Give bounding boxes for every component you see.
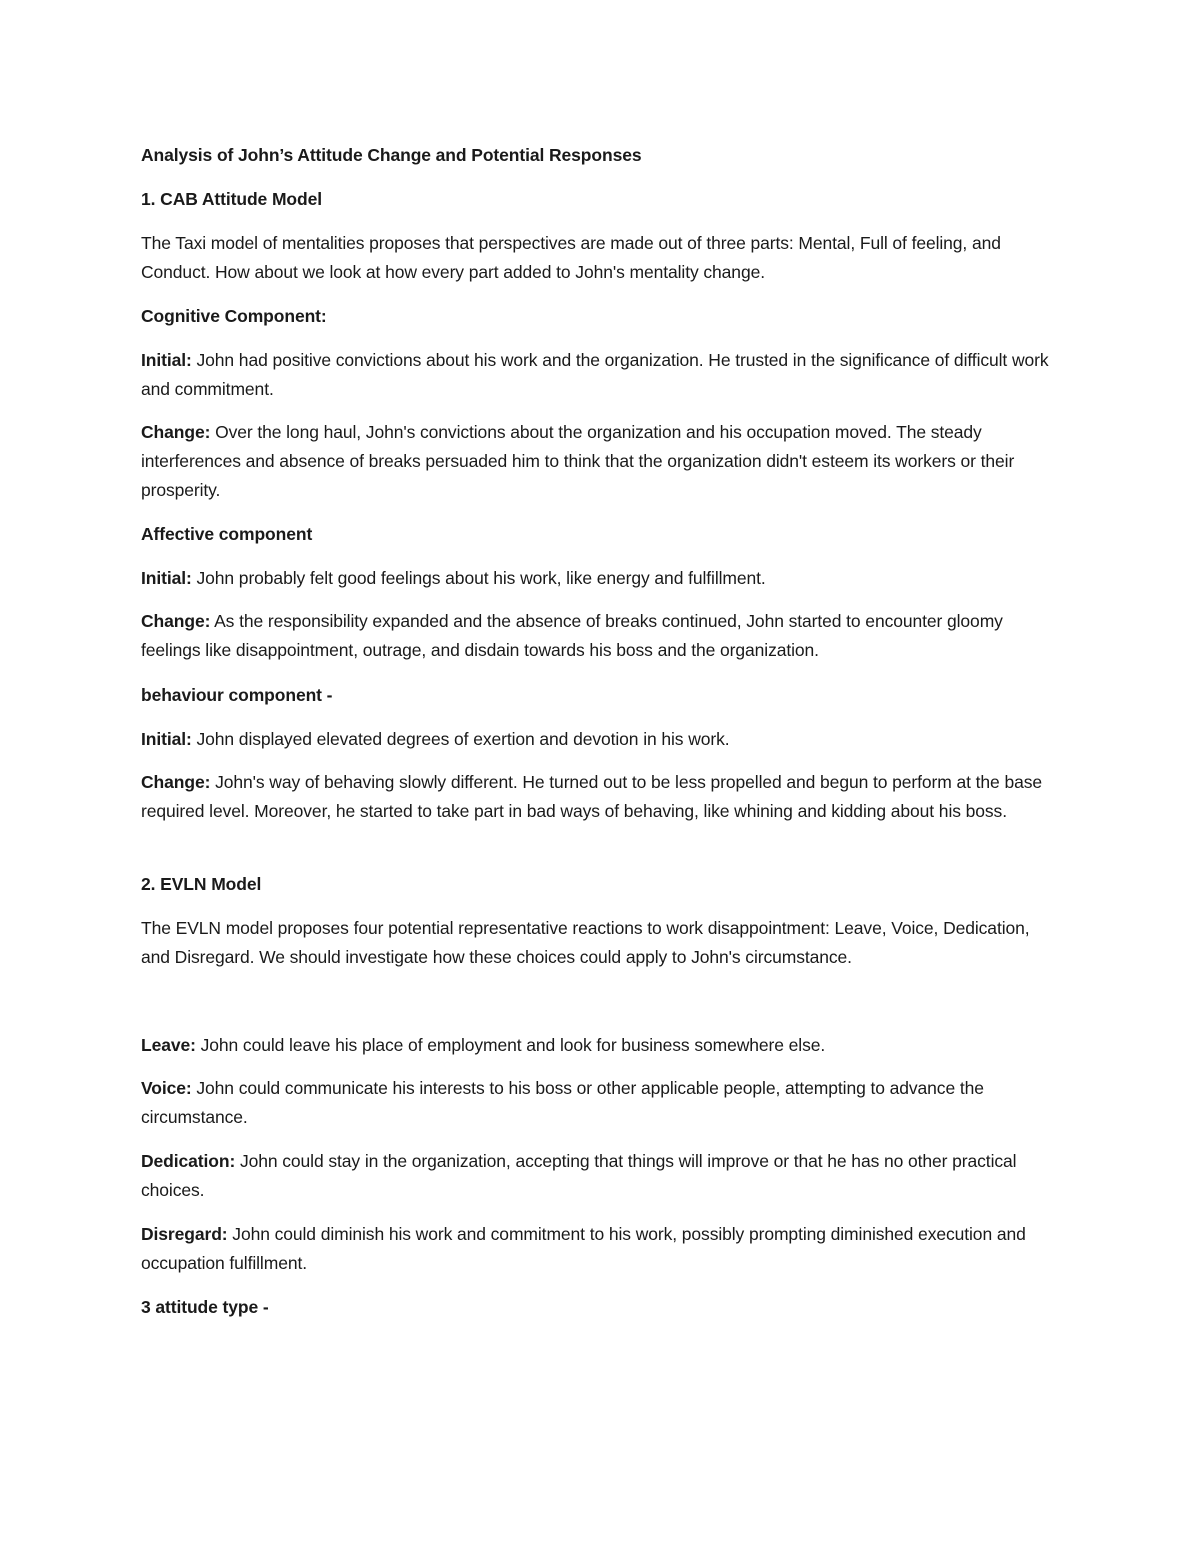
behaviour-change-label: Change: [141,772,211,792]
evln-disregard-text: John could diminish his work and commitment to his work, possibly prompting diminished execution and occupation fulfillment. [141,1224,1026,1273]
evln-leave-paragraph [141,1031,1061,1060]
affective-initial-text: John probably felt good feelings about his work, like energy and fulfillment. [191,568,766,588]
cognitive-change-paragraph [141,418,1061,505]
evln-model-intro: The EVLN model proposes four potential representative reactions to work disappointment: Leave, Voice, Dedication, and Disregard. We should investigate how these choices could apply to John's circumstance. [141,918,1030,967]
document-title: Analysis of John’s Attitude Change and Potential Responses [141,145,642,165]
evln-voice-text: John could communicate his interests to his boss or other applicable people, attempting to advance the circumstance. [141,1078,984,1127]
affective-change-paragraph [141,607,1061,665]
cognitive-change-label: Change: [141,422,211,442]
section-heading-attitude-type: 3 attitude type - [141,1297,269,1317]
section-heading-evln-model: 2. EVLN Model [141,874,262,894]
evln-dedication-label: Dedication: [141,1151,236,1171]
behaviour-initial-paragraph [141,725,1061,754]
evln-voice-label: Voice: [141,1078,192,1098]
cognitive-change-text: Over the long haul, John's convictions about the organization and his occupation moved. The steady interferences and absence of breaks persuaded him to think that the organization didn't esteem its workers or their prosperity. [141,422,1015,500]
behaviour-change-paragraph [141,768,1061,826]
cognitive-component-heading: Cognitive Component: [141,306,327,326]
behaviour-component-heading: behaviour component - [141,685,333,705]
section-heading-cab-model: 1. CAB Attitude Model [141,189,322,209]
evln-disregard-label: Disregard: [141,1224,228,1244]
evln-dedication-text: John could stay in the organization, accepting that things will improve or that he has no other practical choices. [141,1151,1017,1200]
cognitive-initial-text: John had positive convictions about his work and the organization. He trusted in the significance of difficult work and commitment. [141,350,1049,399]
affective-initial-label: Initial: [141,568,192,588]
behaviour-change-text: John's way of behaving slowly different. He turned out to be less propelled and begun to perform at the base required level. Moreover, he started to take part in bad ways of behaving, like whining and kidding about his boss. [141,772,1042,821]
affective-component-heading: Affective component [141,524,313,544]
affective-change-label: Change: [141,611,211,631]
cab-model-intro: The Taxi model of mentalities proposes that perspectives are made out of three parts: Mental, Full of feeling, and Conduct. How about we look at how every part added to John's mentality change. [141,233,1001,282]
evln-leave-label: Leave: [141,1035,196,1055]
evln-dedication-paragraph [141,1147,1061,1205]
cognitive-initial-label: Initial: [141,350,192,370]
behaviour-initial-text: John displayed elevated degrees of exertion and devotion in his work. [191,729,730,749]
behaviour-initial-label: Initial: [141,729,192,749]
affective-initial-paragraph [141,564,1061,593]
affective-change-text: As the responsibility expanded and the absence of breaks continued, John started to encounter gloomy feelings like disappointment, outrage, and disdain towards his boss and the organization. [141,611,1003,660]
evln-disregard-paragraph [141,1220,1061,1278]
evln-voice-paragraph [141,1074,1061,1132]
cognitive-initial-paragraph [141,346,1061,404]
evln-leave-text: John could leave his place of employment and look for business somewhere else. [195,1035,826,1055]
